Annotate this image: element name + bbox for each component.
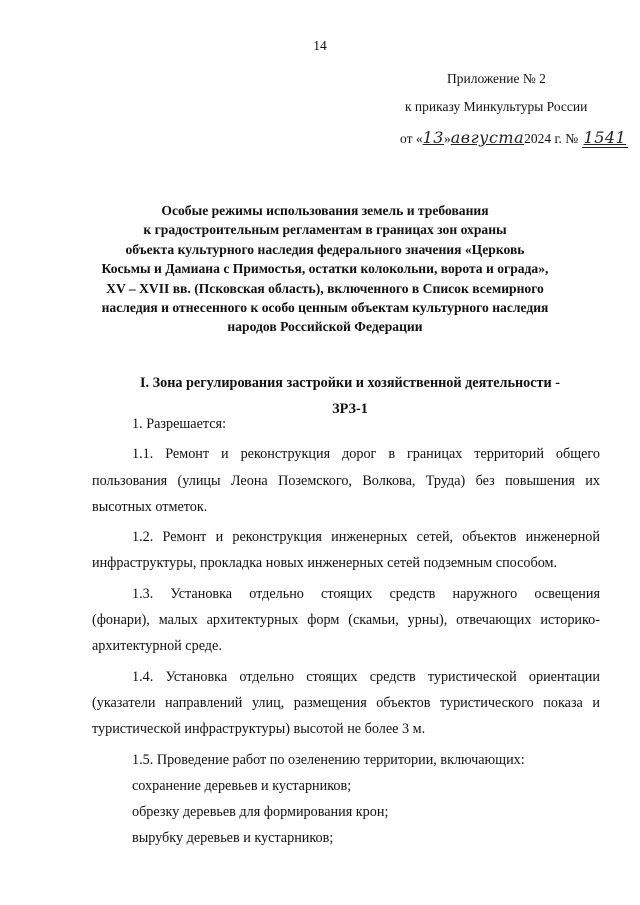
appendix-date-number (400, 128, 627, 148)
clause-1-5: 1.5. Проведение работ по озеленению территории, включающих: сохранение деревьев и кустарников; обрезку деревьев для формирования крон; вырубку деревьев и кустарников; (92, 747, 600, 852)
clause-1-2: 1.2. Ремонт и реконструкция инженерных сетей, объектов инженерной инфраструктуры, прокладка новых инженерных сетей подземным способом. (92, 529, 600, 572)
title-line: народов Российской Федерации (227, 319, 423, 335)
handwritten-order-number: 1541 (583, 128, 627, 147)
clause-1-1: 1.1. Ремонт и реконструкция дорог в границах территорий общего пользования (улицы Леона Поземского, Волкова, Труда) без повышения их высотных отметок. (92, 446, 600, 515)
handwritten-day: 13 (422, 128, 444, 147)
appendix-order-ref: к приказу Минкультуры России (405, 99, 588, 114)
title-line: объекта культурного наследия федерального значения «Церковь (125, 241, 525, 257)
clause-1-3: 1.3. Установка отдельно стоящих средств наружного освещения (фонари), малых архитектурных форм (скамьи, урны), отвечающих историко- архитектурной среде. (92, 585, 600, 655)
page-number: 14 (313, 38, 327, 53)
date-mid: » (443, 131, 451, 146)
date-prefix: от « (400, 131, 423, 146)
title-line: Особые режимы использования земель и требования (161, 203, 489, 218)
section-heading-line: I. Зона регулирования застройки и хозяйственной деятельности - (140, 375, 560, 391)
handwritten-month: августа (450, 128, 525, 147)
title-line: к градостроительным регламентам в границах зон охраны (143, 222, 507, 238)
clause-1-4: 1.4. Установка отдельно стоящих средств туристической ориентации (указатели направлений улиц, размещения объектов туристического показа и туристической инфраструктуры) высотой не более 3 м. (92, 668, 600, 738)
document-title (100, 201, 550, 337)
section-heading-code: ЗРЗ-1 (332, 401, 368, 417)
list-item: обрезку деревьев для формирования крон; (132, 804, 389, 821)
date-year: 2024 г. № (524, 131, 579, 146)
title-line: Косьмы и Дамиана с Примостья, остатки колокольни, ворота и ограда», (101, 261, 549, 277)
appendix-title: Приложение № 2 (447, 71, 546, 86)
list-item: сохранение деревьев и кустарников; (132, 777, 352, 794)
list-item: вырубку деревьев и кустарников; (132, 830, 334, 847)
title-line: XV – XVII вв. (Псковская область), включенного в Список всемирного (106, 280, 544, 296)
title-line: наследия и отнесенного к особо ценным объектам культурного наследия (101, 300, 549, 316)
document-body (92, 411, 600, 852)
clause-1: 1. Разрешается: (132, 416, 227, 432)
